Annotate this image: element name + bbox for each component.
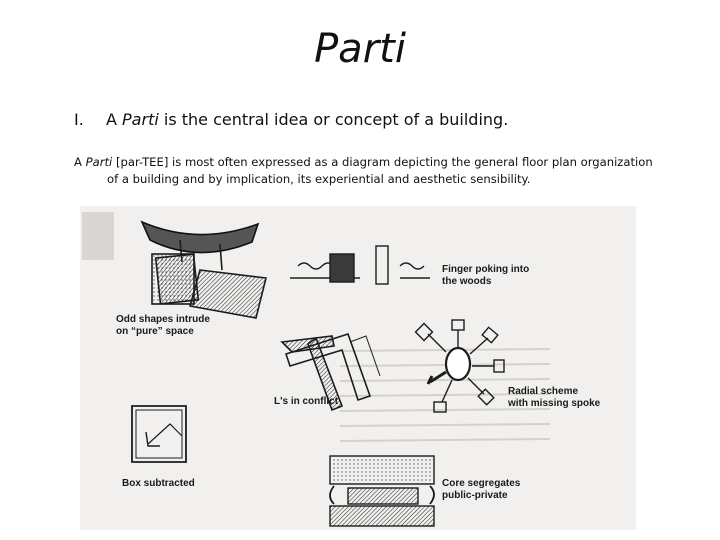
slide-title (0, 26, 720, 72)
label-radial-line2: with missing spoke (508, 398, 601, 409)
definition-paragraph (74, 154, 654, 188)
label-core-line1: Core segregates (442, 478, 521, 489)
label-finger-line2: the woods (442, 276, 492, 287)
label-ls-line1: L's in conflict (274, 396, 339, 407)
point-text (106, 110, 508, 129)
para-term: Parti (85, 155, 113, 169)
title-text: Parti (314, 26, 406, 72)
core-segregates-sketch (330, 456, 434, 526)
label-radial (508, 386, 600, 410)
paragraph-line-2: of a building and by implication, its experiential and aesthetic sensibility. (107, 172, 531, 186)
paragraph-line-1 (74, 154, 654, 171)
para-lead: A (74, 155, 86, 169)
label-finger-line1: Finger poking into (442, 264, 530, 275)
parti-diagram-image (80, 206, 636, 530)
label-core (442, 478, 520, 502)
label-odd-shapes (116, 314, 210, 338)
point-rest: is the central idea or concept of a building. (158, 110, 509, 129)
para-line1-rest: [par-TEE] is most often expressed as a diagram depicting the general floor plan organization (112, 155, 653, 169)
point-term: Parti (122, 110, 159, 129)
label-ls-conflict (274, 396, 338, 408)
label-odd-line1: Odd shapes intrude (116, 314, 210, 325)
label-finger (442, 264, 529, 288)
point-number: I. (74, 110, 84, 129)
point-lead: A (106, 110, 123, 129)
box-subtracted-sketch (132, 406, 186, 462)
finger-woods-sketch (290, 246, 430, 284)
label-odd-line2: on “pure” space (116, 326, 194, 337)
label-box-line1: Box subtracted (122, 478, 195, 489)
scan-gray-block (82, 212, 114, 260)
label-core-line2: public-private (442, 490, 508, 501)
odd-shapes-sketch (142, 222, 266, 318)
label-radial-line1: Radial scheme (508, 386, 579, 397)
label-box-subtracted (122, 478, 195, 490)
